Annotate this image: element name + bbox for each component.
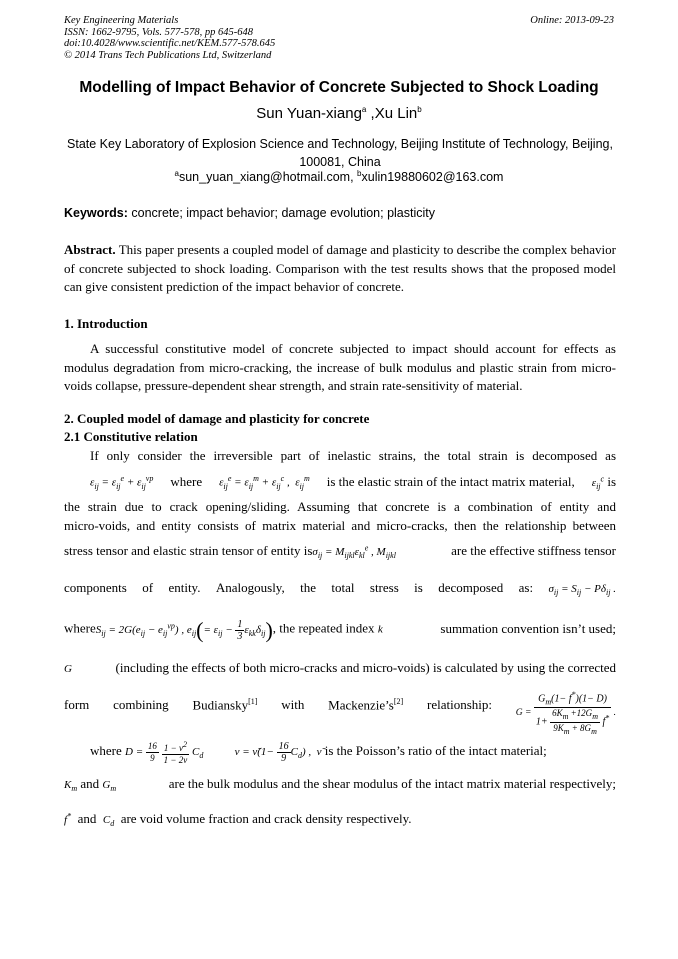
text-void-desc: are void volume fraction and crack density respectively. — [120, 811, 412, 826]
text-G-desc: (including the effects of both micro-cracks and micro-voids) is calculated by using the corrected — [115, 660, 616, 675]
word: components — [64, 580, 127, 595]
body-line-6 — [64, 580, 616, 597]
abstract-text: This paper presents a coupled model of damage and plasticity to describe the complex behavior of concrete subjected to shock loading. Comparison with the test results shows that the proposed model can give consistent prediction of the impact behavior of concrete. — [64, 242, 616, 294]
eq-deviatoric: $S_{ij} = 2G(e_{ij} - e_{ij}^{vp})$ , $e_{ij}(= \varepsilon_{ij}$ − $\frac{1}{3}$ $\varepsilon_{kk}\delta_{ij}$) — [95, 617, 273, 642]
email-a-sup: a — [174, 169, 179, 178]
word-where-2: where — [64, 620, 96, 636]
section-1-text: A successful constitutive model of concrete subjected to impact should account for effects as modulus degradation from micro-cracking, the increase of bulk modulus and plastic strain from micro-voids collapse, pressure-dependent shear strength, and strain rate-sensitivity of material. — [64, 341, 616, 393]
email-b: xulin19880602@163.com — [361, 170, 504, 185]
word: Analogously, — [215, 580, 285, 595]
body-line-2 — [64, 474, 616, 491]
body-line-4: micro-voids, and entity consists of matrix material and micro-cracks, then the relationship between — [64, 518, 616, 533]
word: decomposed — [438, 580, 504, 595]
eq-crack-strain: $\varepsilon_{ij}^c$ — [591, 474, 605, 492]
symbol-Cd: $C_d$ — [102, 814, 115, 829]
body-line-9 — [64, 683, 616, 736]
ref-1: [1] — [248, 696, 258, 706]
body-line-5 — [64, 543, 616, 560]
body-line-1: If only consider the irreversible part of inelastic strains, the total strain is decomposed as — [90, 448, 616, 463]
text-repeated-index: , the repeated index — [272, 620, 375, 636]
symbol-G: G — [64, 663, 72, 675]
journal-header — [64, 15, 275, 61]
text-moduli-desc: are the bulk modulus and the shear modulus of the intact matrix material respectively; — [168, 776, 616, 791]
copyright-line: © 2014 Trans Tech Publications Ltd, Switzerland — [64, 49, 272, 61]
text-summation: summation convention isn’t used; — [440, 620, 616, 636]
email-b-sup: b — [357, 169, 362, 178]
word: as: — [518, 580, 534, 595]
body-line-12 — [64, 811, 616, 828]
online-date: Online: 2013-09-23 — [530, 15, 614, 26]
keywords-text: concrete; impact behavior; damage evolution; plasticity — [127, 206, 436, 220]
keywords-label: Keywords: — [64, 206, 128, 220]
word: Mackenzie’s — [328, 697, 394, 713]
text-elastic-desc: is the elastic strain of the intact matrix material, — [326, 474, 575, 489]
eq-stress-decomposition: $\sigma_{ij} = S_{ij} - P\delta_{ij}$ . — [548, 583, 616, 598]
body-line-11 — [64, 776, 616, 793]
eq-damage: D = $\frac{16}{9}$ $\frac{1 - \nu^2}{1 - 2\nu}$ $C_d$ — [125, 740, 204, 765]
subsection-2-1-heading: 2.1 Constitutive relation — [64, 429, 198, 444]
word: relationship: — [426, 697, 492, 713]
email-line — [0, 169, 678, 184]
abstract-label: Abstract. — [64, 242, 116, 257]
eq-effective-stiffness: $\sigma_{ij} = M_{ijkl}\varepsilon_{kl}^e$ , $M_{ijkl}$ — [312, 543, 396, 561]
word: the — [300, 580, 316, 595]
word-and-1: and — [80, 776, 100, 791]
word: is — [414, 580, 423, 595]
symbol-fstar: f* — [64, 811, 72, 826]
eq-elastic-strain: $\varepsilon_{ij}^e = \varepsilon_{ij}^m + \varepsilon_{ij}^c$ , $\varepsilon_{ij}^m$ — [219, 474, 310, 492]
abstract — [64, 241, 616, 297]
issn-line: ISSN: 1662-9795, Vols. 577-578, pp 645-648 — [64, 26, 253, 38]
eq-total-strain: $\varepsilon_{ij} = \varepsilon_{ij}^e + \varepsilon_{ij}^{vp}$ — [90, 474, 154, 492]
section-1-heading: 1. Introduction — [64, 316, 148, 331]
author-line — [0, 105, 678, 122]
word: entity. — [168, 580, 201, 595]
word: stress — [369, 580, 399, 595]
affiliation: State Key Laboratory of Explosion Science and Technology, Beijing Institute of Technology, Beijing, 100081, China — [67, 137, 613, 169]
symbol-Km: $K_m$ — [64, 779, 78, 794]
author-2-sup: b — [417, 105, 422, 114]
eq-shear-modulus: G = $G_m(1- f^*)(1- D)$ 1+ $\frac{6K_m +12G_m}{9K_m + 8G_m}$ f* . — [515, 690, 616, 736]
author-2: Xu Lin — [374, 105, 418, 122]
text-poisson-desc: is the Poisson’s ratio of the intact material; — [324, 743, 547, 759]
author-1: Sun Yuan-xiang — [256, 105, 362, 122]
keywords — [64, 206, 435, 220]
email-a: sun_yuan_xiang@hotmail.com, — [178, 170, 358, 185]
word: Budiansky — [192, 697, 249, 713]
text-stress-relation: stress tensor and elastic strain tensor of entity is — [64, 543, 313, 558]
author-separator: , — [366, 105, 375, 122]
body-line-8 — [64, 660, 616, 676]
word: with — [281, 697, 305, 713]
word-and-2: and — [77, 811, 97, 826]
doi-line: doi:10.4028/www.scientific.net/KEM.577-578.645 — [64, 38, 276, 49]
symbol-k: k — [377, 623, 383, 636]
paper-title: Modelling of Impact Behavior of Concrete Subjected to Shock Loading — [79, 79, 599, 96]
text-stiffness-desc: are the effective stiffness tensor — [451, 543, 616, 558]
body-line-10 — [64, 739, 616, 766]
word: combining — [113, 697, 169, 713]
word-is: is — [607, 474, 616, 489]
ref-2: [2] — [393, 696, 404, 706]
word-where-1: where — [170, 474, 203, 489]
symbol-Gm: $G_m$ — [102, 779, 117, 794]
author-1-sup: a — [361, 105, 367, 114]
body-line-7 — [64, 617, 616, 643]
word-where-3: where — [90, 743, 122, 759]
body-line-3: the strain due to crack opening/sliding. Assuming that concrete is a combination of entity and — [64, 499, 616, 514]
word: form — [64, 697, 90, 713]
word: total — [331, 580, 355, 595]
word: of — [142, 580, 154, 595]
eq-poisson: ν = ν̃(1− $\frac{16}{9}$ $C_d$) , ν̃ — [234, 741, 322, 764]
section-2-heading: 2. Coupled model of damage and plasticity for concrete — [64, 411, 370, 426]
journal-name: Key Engineering Materials — [64, 15, 179, 26]
